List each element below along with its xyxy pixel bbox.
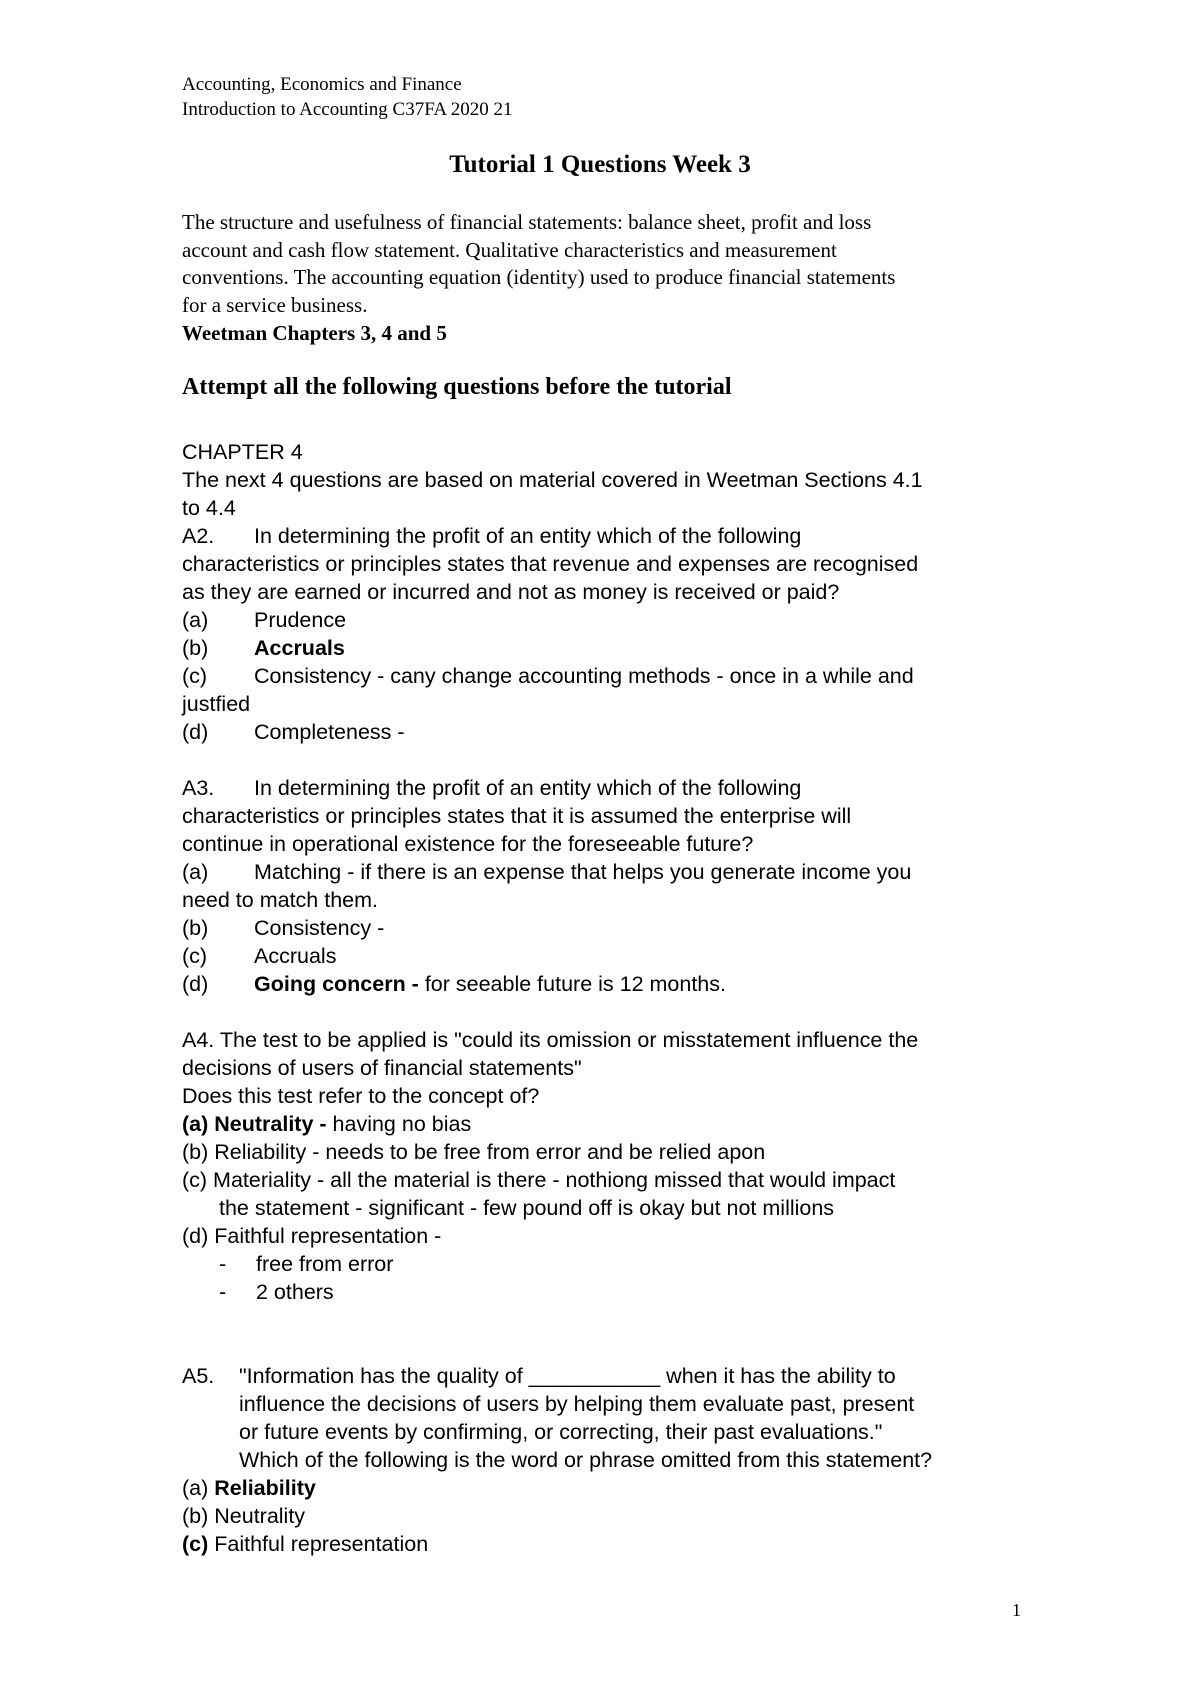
- a4-bullet-2-text: 2 others: [256, 1280, 334, 1304]
- a4-option-c-continued: the statement - significant - few pound off is okay but not millions: [219, 1196, 835, 1220]
- a4-bullet-2-dash: -: [219, 1280, 227, 1304]
- a3-option-b-text: Consistency -: [254, 916, 385, 940]
- chapter-note-line-1: The next 4 questions are based on material covered in Weetman Sections 4.1: [182, 468, 923, 492]
- a2-stem-line-2: characteristics or principles states that revenue and expenses are recognised: [182, 552, 919, 576]
- a2-option-d-label: (d): [182, 720, 209, 744]
- a3-stem-1: In determining the profit of an entity which of the following: [254, 776, 802, 800]
- a3-number: A3.: [182, 776, 215, 800]
- a4-stem-line-3: Does this test refer to the concept of?: [182, 1084, 540, 1108]
- intro-line-1: The structure and usefulness of financial statements: balance sheet, profit and loss: [182, 210, 872, 234]
- a4-option-a-text: having no bias: [326, 1112, 472, 1136]
- a2-stem-line-3: as they are earned or incurred and not as money is received or paid?: [182, 580, 840, 604]
- intro-line-2: account and cash flow statement. Qualitative characteristics and measurement: [182, 238, 837, 262]
- a3-option-b: [182, 916, 384, 941]
- a2-option-a-text: Prudence: [254, 608, 347, 632]
- intro-line-4: for a service business.: [182, 293, 368, 317]
- a5-stem-line-3: or future events by confirming, or correcting, their past evaluations.": [239, 1420, 883, 1444]
- a4-option-d: (d) Faithful representation -: [182, 1224, 442, 1248]
- a5-option-a: [182, 1476, 316, 1501]
- attempt-heading: Attempt all the following questions before the tutorial: [182, 374, 732, 400]
- a3-option-d-text: for seeable future is 12 months.: [418, 972, 726, 996]
- a4-option-c: (c) Materiality - all the material is there - nothiong missed that would impact: [182, 1168, 896, 1192]
- a3-option-b-label: (b): [182, 916, 209, 940]
- a3-stem-line-2: characteristics or principles states that it is assumed the enterprise will: [182, 804, 852, 828]
- header-department: Accounting, Economics and Finance: [182, 74, 462, 95]
- intro-line-3: conventions. The accounting equation (identity) used to produce financial statements: [182, 265, 896, 289]
- a5-stem-line-4: Which of the following is the word or phrase omitted from this statement?: [239, 1448, 933, 1472]
- a2-option-c-label: (c): [182, 664, 208, 688]
- a2-option-a: [182, 608, 346, 633]
- a4-bullet-1: [219, 1252, 393, 1277]
- a3-option-d: [182, 972, 726, 997]
- a2-stem-1: In determining the profit of an entity which of the following: [254, 524, 802, 548]
- a2-option-d-text: Completeness -: [254, 720, 405, 744]
- a3-option-a: [182, 860, 911, 885]
- a3-stem-line-3: continue in operational existence for the foreseeable future?: [182, 832, 754, 856]
- a5-number: A5.: [182, 1364, 215, 1388]
- a2-stem-line-1: [182, 524, 801, 549]
- a5-stem-line-1: "Information has the quality of ___________ when it has the ability to: [239, 1364, 896, 1388]
- page-number: 1: [1012, 1600, 1021, 1620]
- a4-bullet-1-dash: -: [219, 1252, 227, 1276]
- a2-option-c-text: Consistency - cany change accounting methods - once in a while and: [254, 664, 914, 688]
- a2-option-b-text: Accruals: [254, 636, 345, 660]
- a5-option-c-label: (c): [182, 1532, 209, 1556]
- a3-option-a-continued: need to match them.: [182, 888, 378, 912]
- header-course: Introduction to Accounting C37FA 2020 21: [182, 99, 513, 120]
- a2-option-c-continued: justfied: [182, 692, 251, 716]
- a3-option-d-bold: Going concern -: [254, 972, 419, 996]
- a2-option-b-label: (b): [182, 636, 209, 660]
- chapter-heading: CHAPTER 4: [182, 440, 303, 464]
- a2-number: A2.: [182, 524, 215, 548]
- a3-option-c-text: Accruals: [254, 944, 337, 968]
- a2-option-b: [182, 636, 345, 661]
- a5-stem-line-2: influence the decisions of users by helping them evaluate past, present: [239, 1392, 915, 1416]
- a3-option-c: [182, 944, 336, 969]
- a2-option-a-label: (a): [182, 608, 209, 632]
- a2-option-d: [182, 720, 405, 745]
- a5-option-a-label: (a): [182, 1476, 215, 1500]
- chapter-note-line-2: to 4.4: [182, 496, 236, 520]
- a4-stem-line-2: decisions of users of financial statements": [182, 1056, 582, 1080]
- a3-option-a-label: (a): [182, 860, 209, 884]
- a3-option-c-label: (c): [182, 944, 208, 968]
- a3-option-d-label: (d): [182, 972, 209, 996]
- a4-option-a: [182, 1112, 471, 1137]
- a3-stem-line-1: [182, 776, 801, 801]
- a5-option-c: [182, 1532, 428, 1557]
- a4-stem-line-1: A4. The test to be applied is "could its omission or misstatement influence the: [182, 1028, 919, 1052]
- a5-option-a-text: Reliability: [214, 1476, 316, 1500]
- a4-option-a-bold: (a) Neutrality -: [182, 1112, 327, 1136]
- intro-chapters: Weetman Chapters 3, 4 and 5: [182, 321, 447, 345]
- a5-option-c-text: Faithful representation: [208, 1532, 429, 1556]
- a3-option-a-text: Matching - if there is an expense that helps you generate income you: [254, 860, 912, 884]
- a2-option-c: [182, 664, 914, 689]
- a4-bullet-1-text: free from error: [256, 1252, 394, 1276]
- page-title: Tutorial 1 Questions Week 3: [449, 151, 751, 178]
- a4-bullet-2: [219, 1280, 334, 1305]
- a5-option-b: (b) Neutrality: [182, 1504, 306, 1528]
- a4-option-b: (b) Reliability - needs to be free from error and be relied apon: [182, 1140, 766, 1164]
